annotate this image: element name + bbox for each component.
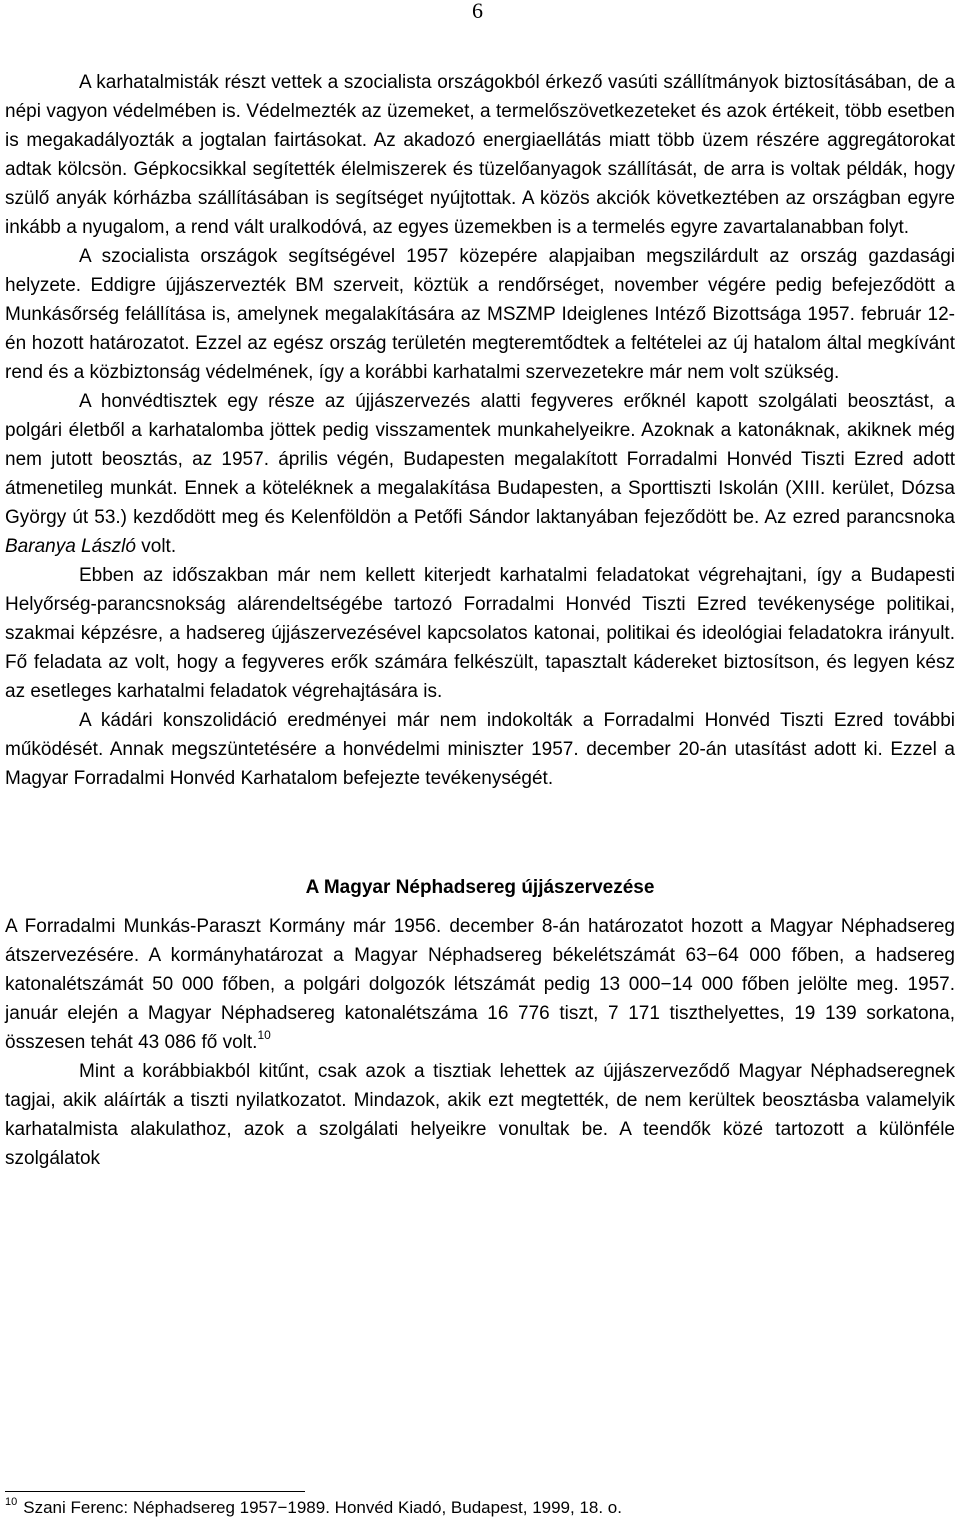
body-text xyxy=(5,68,955,1173)
paragraph xyxy=(5,912,955,1057)
commander-name: Baranya László xyxy=(5,536,136,557)
paragraph xyxy=(5,387,955,561)
paragraph-text: volt. xyxy=(135,536,177,557)
paragraph: A szocialista országok segítségével 1957 közepére alapjaiban megszilárdult az ország gazdasági helyzete. Eddigre újjászervezték BM szerveit, köztük a rendőrséget, november végére pedig befejeződött a Munkásőrség felállítása is, amelynek megalakítására az MSZMP Ideiglenes Intéző Bizottsága 1957. február 12-én hozott határozatot. Ezzel az egész ország területén megteremtődtek a feltételei az új hatalom által megkívánt rend és a közbiztonság védelmének, így a korábbi karhatalmi szervezetekre már nem volt szükség. xyxy=(5,246,955,383)
paragraph: A kádári konszolidáció eredményei már nem indokolták a Forradalmi Honvéd Tiszti Ezred további működését. Annak megszüntetésére a honvédelmi miniszter 1957. december 20-án utasítást adott ki. Ezzel a Magyar Forradalmi Honvéd Karhatalom befejezte tevékenységét. xyxy=(5,710,955,789)
paragraph: A karhatalmisták részt vettek a szocialista országokból érkező vasúti szállítmányok biztosításában, de a népi vagyon védelmében is. Védelmezték az üzemeket, a termelőszövetkezeteket és azok értékeit, több esetben is megakadályozták a jogtalan fairtásokat. Az akadozó energiaellátás miatt több üzem részére aggregátorokat adtak kölcsön. Gépkocsikkal segítették élelmiszerek és tüzelőanyagok szállítását, de arra is voltak példák, hogy szülő anyák kórházba szállításában is segítséget nyújtottak. A közös akciók következtében az országban egyre inkább a nyugalom, a rend vált uralkodóvá, az egyes üzemekben is a termelés egyre zavartalanabban folyt. xyxy=(5,72,955,238)
footnote-text: Szani Ferenc: Néphadsereg 1957−1989. Honvéd Kiadó, Budapest, 1999, 18. o. xyxy=(23,1498,622,1517)
footnote xyxy=(5,1496,955,1520)
page-number: 6 xyxy=(472,0,483,23)
paragraph: Ebben az időszakban már nem kellett kiterjedt karhatalmi feladatokat végrehajtani, így a Budapesti Helyőrség-parancsnokság alárendeltségébe tartozó Forradalmi Honvéd Tiszti Ezred tevékenysége politikai, szakmai képzésre, a hadsereg újjászervezésével kapcsolatos katonai, politikai és ideológiai feladatokra irányult. Fő feladata az volt, hogy a fegyveres erők számára felkészült, tapasztalt kádereket biztosítson, és legyen kész az esetleges karhatalmi feladatok végrehajtására is. xyxy=(5,565,955,702)
section-heading: A Magyar Néphadsereg újjászervezése xyxy=(305,877,655,898)
paragraph: Mint a korábbiakból kitűnt, csak azok a tisztiak lehettek az újjászerveződő Magyar Néphadseregnek tagjai, akik aláírták a tiszti nyilatkozatot. Mindazok, akik ezt megtették, de nem kerültek beosztásba valamelyik karhatalmista alakulathoz, azok a szolgálati helyeikre vonultak be. A teendők közé tartozott a különféle szolgálatok xyxy=(5,1061,955,1169)
footnote-number: 10 xyxy=(5,1496,18,1508)
paragraph-text: A Forradalmi Munkás-Paraszt Kormány már 1956. december 8-án határozatot hozott a Magyar Néphadsereg átszervezésére. A kormányhatározat a Magyar Néphadsereg békelétszámát 63−64 000 főben, a hadsereg katonalétszámát 50 000 főben, a polgári dolgozók létszámát pedig 13 000−14 000 főben jelölte meg. 1957. január elején a Magyar Néphadsereg katonalétszáma 16 776 tiszt, 7 171 tiszthelyettes, 19 139 sorkatona, összesen tehát 43 086 fő volt. xyxy=(5,916,955,1053)
footnote-reference[interactable]: 10 xyxy=(257,1028,271,1042)
paragraph-text: A honvédtisztek egy része az újjászervezés alatti fegyveres erőknél kapott szolgálati beosztást, a polgári életből a karhatalomba jöttek pedig visszamentek munkahelyeikre. Azoknak a katonáknak, akiknek még nem jutott beosztás, az 1957. április végén, Budapesten megalakított Forradalmi Honvéd Tiszti Ezred adott átmenetileg munkát. Ennek a köteléknek a megalakítása Budapesten, a Sporttiszti Iskolán (XIII. kerület, Dózsa György út 53.) kezdődött meg és Kelenföldön a Petőfi Sándor laktanyában fejeződött be. Az ezred parancsnoka xyxy=(5,391,955,528)
footnote-divider xyxy=(5,1491,305,1492)
